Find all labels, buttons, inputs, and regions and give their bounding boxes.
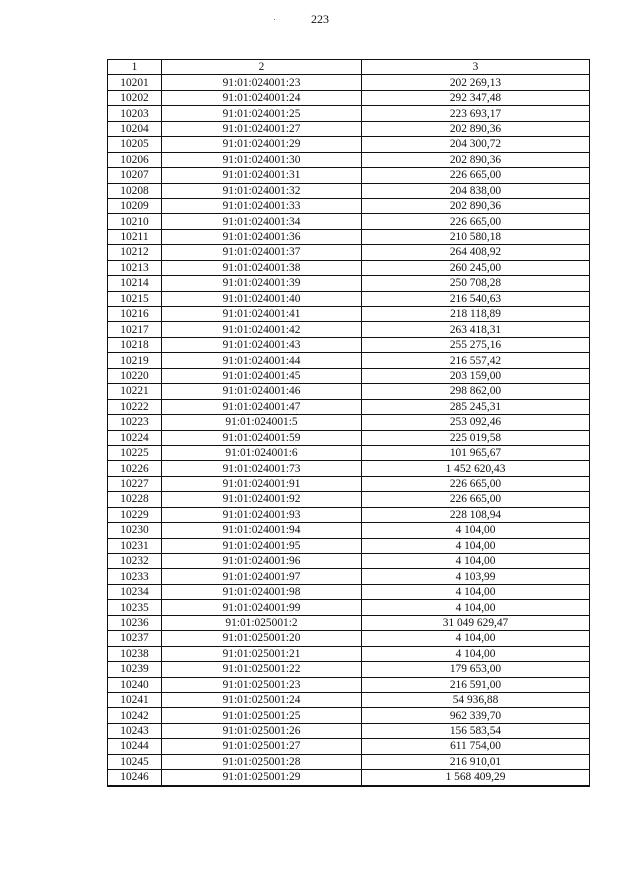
table-row bbox=[108, 430, 590, 445]
value-cell: 216 540,63 bbox=[362, 291, 590, 306]
value-cell: 250 708,28 bbox=[362, 276, 590, 291]
cadastral-number-cell: 91:01:025001:21 bbox=[162, 646, 362, 661]
row-number-cell: 10228 bbox=[108, 492, 162, 507]
cadastral-number-cell: 91:01:024001:38 bbox=[162, 260, 362, 275]
value-cell: 962 339,70 bbox=[362, 708, 590, 723]
cadastral-number-cell: 91:01:024001:94 bbox=[162, 523, 362, 538]
cadastral-number-cell: 91:01:024001:24 bbox=[162, 90, 362, 105]
row-number-cell: 10215 bbox=[108, 291, 162, 306]
row-number-cell: 10223 bbox=[108, 415, 162, 430]
cadastral-number-cell: 91:01:024001:93 bbox=[162, 507, 362, 522]
column-header-1: 1 bbox=[108, 60, 162, 75]
cadastral-number-cell: 91:01:024001:73 bbox=[162, 461, 362, 476]
cadastral-number-cell: 91:01:024001:42 bbox=[162, 322, 362, 337]
row-number-cell: 10233 bbox=[108, 569, 162, 584]
cadastral-number-cell: 91:01:024001:37 bbox=[162, 245, 362, 260]
table-row bbox=[108, 152, 590, 167]
table-row bbox=[108, 198, 590, 213]
row-number-cell: 10231 bbox=[108, 538, 162, 553]
table-row bbox=[108, 615, 590, 630]
row-number-cell: 10242 bbox=[108, 708, 162, 723]
table-row bbox=[108, 569, 590, 584]
table-row bbox=[108, 260, 590, 275]
value-cell: 218 118,89 bbox=[362, 307, 590, 322]
row-number-cell: 10225 bbox=[108, 445, 162, 460]
table-row bbox=[108, 507, 590, 522]
cadastral-number-cell: 91:01:024001:40 bbox=[162, 291, 362, 306]
value-cell: 101 965,67 bbox=[362, 445, 590, 460]
table-row bbox=[108, 600, 590, 615]
value-cell: 4 104,00 bbox=[362, 631, 590, 646]
table-row bbox=[108, 631, 590, 646]
value-cell: 216 591,00 bbox=[362, 677, 590, 692]
cadastral-number-cell: 91:01:024001:43 bbox=[162, 337, 362, 352]
table-row bbox=[108, 739, 590, 754]
value-cell: 260 245,00 bbox=[362, 260, 590, 275]
value-cell: 4 104,00 bbox=[362, 554, 590, 569]
row-number-cell: 10238 bbox=[108, 646, 162, 661]
value-cell: 285 245,31 bbox=[362, 399, 590, 414]
cadastral-number-cell: 91:01:025001:23 bbox=[162, 677, 362, 692]
value-cell: 264 408,92 bbox=[362, 245, 590, 260]
value-cell: 54 936,88 bbox=[362, 692, 590, 707]
cadastral-number-cell: 91:01:025001:20 bbox=[162, 631, 362, 646]
table-row bbox=[108, 523, 590, 538]
table-row bbox=[108, 106, 590, 121]
table-row bbox=[108, 492, 590, 507]
cadastral-number-cell: 91:01:024001:32 bbox=[162, 183, 362, 198]
cadastral-number-cell: 91:01:024001:39 bbox=[162, 276, 362, 291]
row-number-cell: 10245 bbox=[108, 754, 162, 769]
table-row bbox=[108, 399, 590, 414]
table-row bbox=[108, 121, 590, 136]
row-number-cell: 10213 bbox=[108, 260, 162, 275]
cadastral-number-cell: 91:01:024001:98 bbox=[162, 584, 362, 599]
table-row bbox=[108, 445, 590, 460]
value-cell: 1 568 409,29 bbox=[362, 770, 590, 786]
table-row bbox=[108, 708, 590, 723]
table-header bbox=[108, 60, 590, 75]
row-number-cell: 10222 bbox=[108, 399, 162, 414]
row-number-cell: 10234 bbox=[108, 584, 162, 599]
cadastral-number-cell: 91:01:024001:99 bbox=[162, 600, 362, 615]
value-cell: 223 693,17 bbox=[362, 106, 590, 121]
row-number-cell: 10230 bbox=[108, 523, 162, 538]
table-row bbox=[108, 677, 590, 692]
value-cell: 255 275,16 bbox=[362, 337, 590, 352]
value-cell: 225 019,58 bbox=[362, 430, 590, 445]
row-number-cell: 10216 bbox=[108, 307, 162, 322]
cadastral-number-cell: 91:01:025001:29 bbox=[162, 770, 362, 786]
table-row bbox=[108, 723, 590, 738]
cadastral-number-cell: 91:01:024001:34 bbox=[162, 214, 362, 229]
table-row bbox=[108, 168, 590, 183]
cadastral-number-cell: 91:01:024001:44 bbox=[162, 353, 362, 368]
value-cell: 156 583,54 bbox=[362, 723, 590, 738]
row-number-cell: 10204 bbox=[108, 121, 162, 136]
row-number-cell: 10224 bbox=[108, 430, 162, 445]
cadastral-number-cell: 91:01:025001:22 bbox=[162, 662, 362, 677]
cadastral-number-cell: 91:01:024001:96 bbox=[162, 554, 362, 569]
table-row bbox=[108, 584, 590, 599]
cadastral-number-cell: 91:01:024001:47 bbox=[162, 399, 362, 414]
value-cell: 292 347,48 bbox=[362, 90, 590, 105]
table-row bbox=[108, 183, 590, 198]
table-row bbox=[108, 245, 590, 260]
value-cell: 4 104,00 bbox=[362, 646, 590, 661]
cadastral-number-cell: 91:01:025001:2 bbox=[162, 615, 362, 630]
cadastral-number-cell: 91:01:024001:92 bbox=[162, 492, 362, 507]
row-number-cell: 10240 bbox=[108, 677, 162, 692]
value-cell: 204 838,00 bbox=[362, 183, 590, 198]
cadastral-number-cell: 91:01:024001:31 bbox=[162, 168, 362, 183]
cadastral-number-cell: 91:01:024001:46 bbox=[162, 384, 362, 399]
row-number-cell: 10218 bbox=[108, 337, 162, 352]
table-row bbox=[108, 368, 590, 383]
value-cell: 226 665,00 bbox=[362, 168, 590, 183]
table-row bbox=[108, 754, 590, 769]
cadastral-number-cell: 91:01:024001:5 bbox=[162, 415, 362, 430]
cadastral-number-cell: 91:01:025001:26 bbox=[162, 723, 362, 738]
cadastral-number-cell: 91:01:024001:33 bbox=[162, 198, 362, 213]
row-number-cell: 10214 bbox=[108, 276, 162, 291]
value-cell: 4 104,00 bbox=[362, 584, 590, 599]
value-cell: 202 890,36 bbox=[362, 121, 590, 136]
row-number-cell: 10205 bbox=[108, 137, 162, 152]
value-cell: 263 418,31 bbox=[362, 322, 590, 337]
page-number: 223 bbox=[311, 12, 329, 26]
cadastral-number-cell: 91:01:025001:25 bbox=[162, 708, 362, 723]
value-cell: 216 557,42 bbox=[362, 353, 590, 368]
table-row bbox=[108, 337, 590, 352]
cadastral-value-table bbox=[107, 59, 590, 787]
row-number-cell: 10202 bbox=[108, 90, 162, 105]
value-cell: 210 580,18 bbox=[362, 229, 590, 244]
row-number-cell: 10212 bbox=[108, 245, 162, 260]
row-number-cell: 10209 bbox=[108, 198, 162, 213]
cadastral-number-cell: 91:01:024001:25 bbox=[162, 106, 362, 121]
value-cell: 4 104,00 bbox=[362, 523, 590, 538]
row-number-cell: 10206 bbox=[108, 152, 162, 167]
row-number-cell: 10226 bbox=[108, 461, 162, 476]
table-body bbox=[108, 75, 590, 786]
value-cell: 203 159,00 bbox=[362, 368, 590, 383]
table-row bbox=[108, 307, 590, 322]
row-number-cell: 10211 bbox=[108, 229, 162, 244]
scan-artifact-dot bbox=[274, 19, 275, 20]
table-row bbox=[108, 476, 590, 491]
row-number-cell: 10210 bbox=[108, 214, 162, 229]
value-cell: 202 890,36 bbox=[362, 198, 590, 213]
row-number-cell: 10208 bbox=[108, 183, 162, 198]
row-number-cell: 10243 bbox=[108, 723, 162, 738]
value-cell: 4 104,00 bbox=[362, 600, 590, 615]
value-cell: 202 890,36 bbox=[362, 152, 590, 167]
row-number-cell: 10207 bbox=[108, 168, 162, 183]
value-cell: 298 862,00 bbox=[362, 384, 590, 399]
cadastral-number-cell: 91:01:025001:24 bbox=[162, 692, 362, 707]
header-row bbox=[108, 60, 590, 75]
row-number-cell: 10203 bbox=[108, 106, 162, 121]
value-cell: 216 910,01 bbox=[362, 754, 590, 769]
value-cell: 1 452 620,43 bbox=[362, 461, 590, 476]
row-number-cell: 10229 bbox=[108, 507, 162, 522]
value-cell: 226 665,00 bbox=[362, 492, 590, 507]
row-number-cell: 10244 bbox=[108, 739, 162, 754]
table-row bbox=[108, 662, 590, 677]
cadastral-number-cell: 91:01:024001:29 bbox=[162, 137, 362, 152]
table-row bbox=[108, 461, 590, 476]
value-cell: 4 103,99 bbox=[362, 569, 590, 584]
table-row bbox=[108, 75, 590, 90]
cadastral-number-cell: 91:01:024001:97 bbox=[162, 569, 362, 584]
cadastral-number-cell: 91:01:024001:91 bbox=[162, 476, 362, 491]
table-row bbox=[108, 646, 590, 661]
row-number-cell: 10232 bbox=[108, 554, 162, 569]
value-cell: 226 665,00 bbox=[362, 214, 590, 229]
cadastral-number-cell: 91:01:024001:41 bbox=[162, 307, 362, 322]
cadastral-number-cell: 91:01:024001:59 bbox=[162, 430, 362, 445]
cadastral-number-cell: 91:01:025001:28 bbox=[162, 754, 362, 769]
table-row bbox=[108, 538, 590, 553]
cadastral-number-cell: 91:01:024001:95 bbox=[162, 538, 362, 553]
table-row bbox=[108, 415, 590, 430]
value-cell: 4 104,00 bbox=[362, 538, 590, 553]
cadastral-number-cell: 91:01:024001:36 bbox=[162, 229, 362, 244]
value-cell: 611 754,00 bbox=[362, 739, 590, 754]
value-cell: 226 665,00 bbox=[362, 476, 590, 491]
value-cell: 204 300,72 bbox=[362, 137, 590, 152]
value-cell: 253 092,46 bbox=[362, 415, 590, 430]
value-cell: 179 653,00 bbox=[362, 662, 590, 677]
table-row bbox=[108, 90, 590, 105]
value-cell: 202 269,13 bbox=[362, 75, 590, 90]
cadastral-number-cell: 91:01:024001:23 bbox=[162, 75, 362, 90]
row-number-cell: 10219 bbox=[108, 353, 162, 368]
row-number-cell: 10220 bbox=[108, 368, 162, 383]
row-number-cell: 10217 bbox=[108, 322, 162, 337]
table-row bbox=[108, 322, 590, 337]
table-row bbox=[108, 214, 590, 229]
table-row bbox=[108, 384, 590, 399]
table-row bbox=[108, 229, 590, 244]
column-header-3: 3 bbox=[362, 60, 590, 75]
row-number-cell: 10201 bbox=[108, 75, 162, 90]
cadastral-number-cell: 91:01:024001:27 bbox=[162, 121, 362, 136]
value-cell: 31 049 629,47 bbox=[362, 615, 590, 630]
row-number-cell: 10241 bbox=[108, 692, 162, 707]
table-row bbox=[108, 137, 590, 152]
cadastral-number-cell: 91:01:024001:45 bbox=[162, 368, 362, 383]
cadastral-number-cell: 91:01:024001:6 bbox=[162, 445, 362, 460]
cadastral-number-cell: 91:01:024001:30 bbox=[162, 152, 362, 167]
row-number-cell: 10237 bbox=[108, 631, 162, 646]
table-row bbox=[108, 692, 590, 707]
row-number-cell: 10221 bbox=[108, 384, 162, 399]
table-row bbox=[108, 353, 590, 368]
table-row bbox=[108, 770, 590, 786]
table-row bbox=[108, 554, 590, 569]
row-number-cell: 10227 bbox=[108, 476, 162, 491]
cadastral-number-cell: 91:01:025001:27 bbox=[162, 739, 362, 754]
column-header-2: 2 bbox=[162, 60, 362, 75]
table-row bbox=[108, 276, 590, 291]
row-number-cell: 10246 bbox=[108, 770, 162, 786]
value-cell: 228 108,94 bbox=[362, 507, 590, 522]
row-number-cell: 10235 bbox=[108, 600, 162, 615]
row-number-cell: 10239 bbox=[108, 662, 162, 677]
row-number-cell: 10236 bbox=[108, 615, 162, 630]
table-row bbox=[108, 291, 590, 306]
